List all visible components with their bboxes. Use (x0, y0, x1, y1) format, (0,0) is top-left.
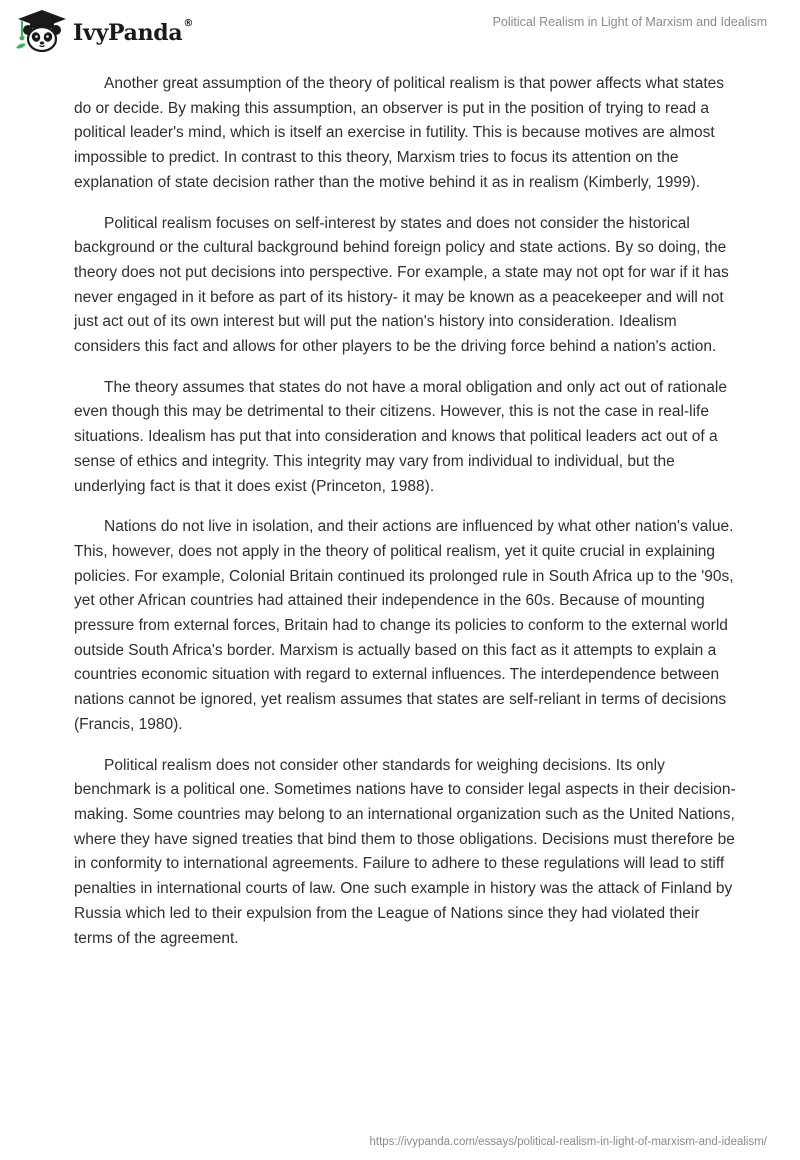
document-title: Political Realism in Light of Marxism and Idealism (492, 15, 767, 29)
paragraph: Nations do not live in isolation, and their actions are influenced by what other nation's value. This, however, does not apply in the theory of political realism, yet it quite crucial in explaining policies. For example, Colonial Britain continued its prolonged rule in South Africa up to the '90s, yet other African countries had attained their independence in the 60s. Because of mounting pressure from external forces, Britain had to change its policies to conform to the external world outside South Africa's border. Marxism is actually based on this fact as it attempts to explain a countries economic situation with regard to external influences. The interdependence between nations cannot be ignored, yet realism assumes that states are self-reliant in terms of decisions (Francis, 1980). (74, 518, 734, 733)
brand-name: IvyPanda (73, 20, 183, 46)
paragraph: Another great assumption of the theory of political realism is that power affects what states do or decide. By making this assumption, an observer is put in the position of trying to read a political leader's mind, which is itself an exercise in futility. This is because motives are almost impossible to predict. In contrast to this theory, Marxism tries to focus its attention on the explanation of state decision rather than the motive behind it as in realism (Kimberly, 1999). (74, 75, 725, 191)
registered-mark: ® (183, 18, 194, 29)
essay-body (74, 72, 736, 967)
ivypanda-logo-link[interactable] (14, 8, 193, 54)
panda-graduate-icon (14, 8, 70, 54)
page-header (0, 0, 800, 60)
logo-wordmark (73, 20, 193, 46)
paragraph: Political realism focuses on self-interest by states and does not consider the historical background or the cultural background behind foreign policy and state actions. By so doing, the theory does not put decisions into perspective. For example, a state may not opt for war if it has never engaged in it before as part of its history- it may be known as a peacekeeper and will not just act out of its own interest but will put the nation's history into consideration. Idealism considers this fact and allows for other players to be the driving force behind a nation's action. (74, 214, 729, 356)
paragraph: Political realism does not consider other standards for weighing decisions. Its only benchmark is a political one. Sometimes nations have to consider legal aspects in their decision-making. Some countries may belong to an international organization such as the United Nations, where they have signed treaties that bind them to those obligations. Decisions must therefore be in conformity to international agreements. Failure to adhere to these regulations will lead to stiff penalties in international courts of law. One such example in history was the attack of Finland by Russia which led to their expulsion from the League of Nations since they had violated their terms of the agreement. (74, 756, 736, 947)
source-url[interactable]: https://ivypanda.com/essays/political-realism-in-light-of-marxism-and-idealism/ (369, 1136, 767, 1148)
paragraph: The theory assumes that states do not have a moral obligation and only act out of rationale even though this may be detrimental to their citizens. However, this is not the case in real-life situations. Idealism has put that into consideration and knows that political leaders act out of a sense of ethics and integrity. This integrity may vary from individual to individual, but the underlying fact is that it does exist (Princeton, 1988). (74, 378, 727, 495)
